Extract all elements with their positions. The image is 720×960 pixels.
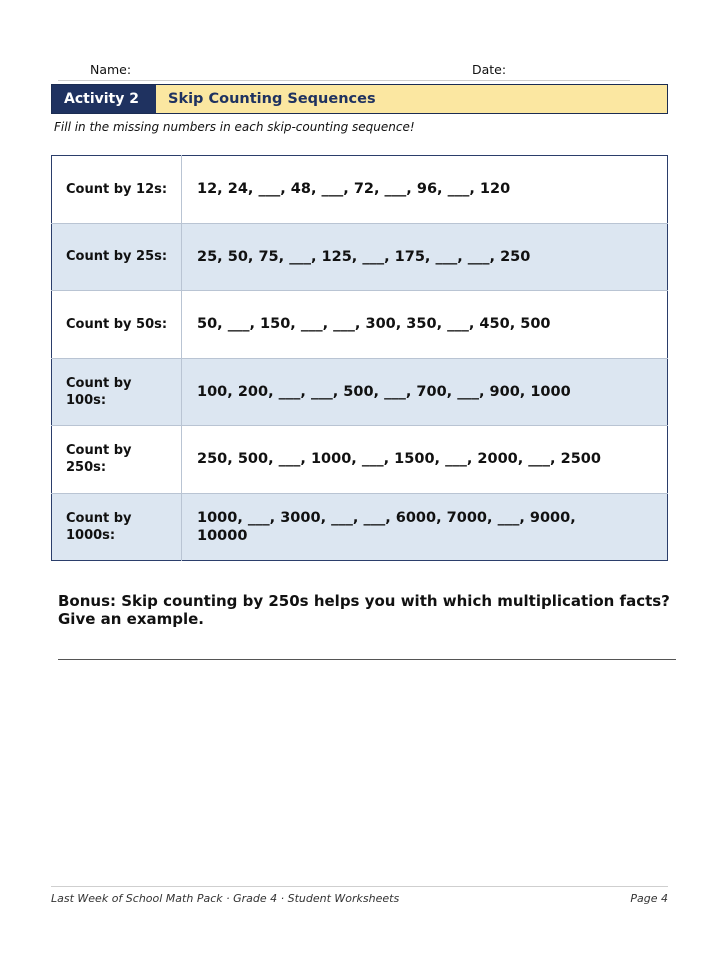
table-row — [52, 358, 668, 426]
row-label: Count by 25s: — [52, 223, 182, 291]
bonus-question: Bonus: Skip counting by 250s helps you with which multiplication facts? Give an example. — [58, 592, 670, 628]
row-label: Count by 250s: — [52, 426, 182, 494]
page-number: Page 4 — [630, 892, 668, 905]
activity-title: Skip Counting Sequences — [168, 91, 376, 107]
table-row — [52, 426, 668, 494]
sequence-cell: 50, ___, 150, ___, ___, 300, 350, ___, 450, 500 — [182, 291, 668, 359]
activity-number: Activity 2 — [52, 85, 156, 113]
row-label: Count by 1000s: — [52, 493, 182, 561]
activity-banner — [51, 84, 668, 114]
instructions: Fill in the missing numbers in each skip-counting sequence! — [54, 120, 415, 134]
name-date-row — [58, 60, 630, 81]
sequence-cell: 100, 200, ___, ___, 500, ___, 700, ___, 900, 1000 — [182, 358, 668, 426]
row-label: Count by 100s: — [52, 358, 182, 426]
sequence-cell: 12, 24, ___, 48, ___, 72, ___, 96, ___, 120 — [197, 181, 511, 198]
row-label: Count by 50s: — [52, 291, 182, 359]
table-row — [52, 156, 668, 224]
sequence-table — [51, 155, 668, 561]
table-row — [52, 223, 668, 291]
table-row — [52, 493, 668, 561]
footer-divider — [51, 886, 668, 887]
sequence-cell: 250, 500, ___, 1000, ___, 1500, ___, 2000, ___, 2500 — [182, 426, 668, 494]
table-row — [52, 291, 668, 359]
date-label: Date: — [472, 62, 507, 77]
sequence-cell: 1000, ___, 3000, ___, ___, 6000, 7000, ___, 9000, 10000 — [182, 493, 668, 561]
answer-line — [58, 659, 676, 660]
sequence-cell: 25, 50, 75, ___, 125, ___, 175, ___, ___, 250 — [182, 223, 668, 291]
footer-title: Last Week of School Math Pack · Grade 4 · Student Worksheets — [51, 892, 400, 905]
name-label: Name: — [90, 62, 132, 77]
row-label: Count by 12s: — [52, 156, 182, 224]
